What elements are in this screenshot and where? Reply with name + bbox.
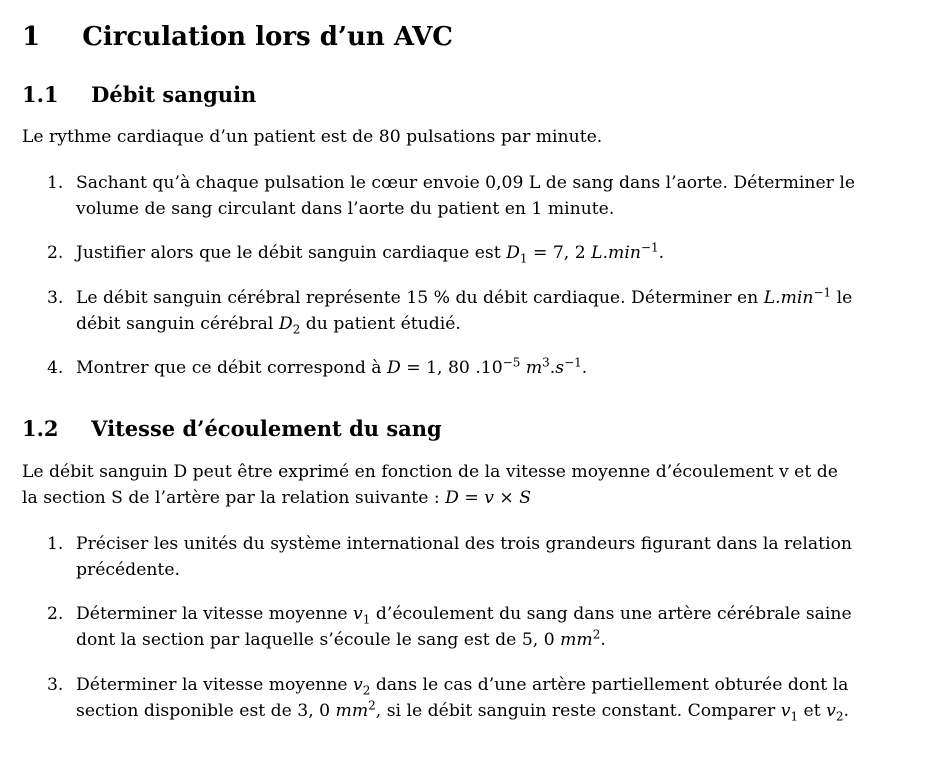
list-number: 1. [47,173,64,193]
list-item-text: d’écoulement du sang dans une artère cérébrale saine [375,604,852,624]
math-expression: $v_1$ et $v_2$. [780,701,849,724]
list-item-line [76,355,587,381]
subsection-number: 1.2 [22,416,59,441]
math-expression: $v_1$ [353,604,371,627]
intro-text: la section S de l’artère par la relation suivante : [22,488,440,508]
list-number: 4. [47,358,64,378]
list-item-text: Déterminer la vitesse moyenne [76,675,348,695]
math-expression: $v_2$ [353,675,371,698]
list-item-text: Montrer que ce débit correspond à [76,358,382,378]
list-number: 2. [47,243,64,263]
list-item-text: Le débit sanguin cérébral représente 15 % du débit cardiaque. Déterminer en [76,288,759,308]
math-expression: $D_1 = 7$, 2 $L.\min^{-1}$. [506,240,665,266]
list-number: 2. [47,604,64,624]
list-item-line [76,672,848,698]
list-item-text: section disponible est de [76,701,292,721]
list-item-text: si le débit sanguin reste constant. Comparer [386,701,776,721]
section-heading [22,22,453,52]
list-item-line [76,627,606,653]
list-item-line: précédente. [76,560,180,580]
intro-paragraph-line [22,485,531,511]
list-item-text: dans le cas d’une artère partiellement obturée dont la [375,675,849,695]
list-item-text: le [836,288,853,308]
subsection-title: Débit sanguin [91,82,257,107]
intro-paragraph: Le débit sanguin D peut être exprimé en fonction de la vitesse moyenne d’écoulement v et de [22,462,838,482]
subsection-heading-2 [22,416,442,441]
list-item-text: dont la section par laquelle s’écoule le sang est de [76,630,517,650]
math-expression: $D_2$ [278,314,301,337]
list-item-line: volume de sang circulant dans l’aorte du patient en 1 minute. [76,199,615,219]
list-item-text: Justifier alors que le débit sanguin cardiaque est [76,243,501,263]
list-item-line: Sachant qu’à chaque pulsation le cœur envoie 0,09 L de sang dans l’aorte. Déterminer le [76,173,856,193]
math-expression: 5, 0 $mm^2$. [521,627,606,650]
list-item-line [76,285,852,311]
list-item-line [76,601,852,627]
subsection-number: 1.1 [22,82,59,107]
list-number: 3. [47,288,64,308]
list-item-text: du patient étudié. [305,314,461,334]
section-number: 1 [22,22,41,52]
list-item-line [76,698,849,724]
list-item-line: Préciser les unités du système international des trois grandeurs figurant dans la relation [76,534,852,554]
list-item-text: Déterminer la vitesse moyenne [76,604,348,624]
math-expression: $L.\min^{-1}$ [763,285,832,308]
math-expression: D = v × S [445,488,532,508]
subsection-heading-1 [22,82,256,107]
math-expression: 3, 0 $mm^2$, [297,698,382,721]
list-item-line [76,311,461,337]
list-number: 1. [47,534,64,554]
list-item-line [76,240,664,266]
section-title: Circulation lors d’un AVC [82,22,453,52]
list-item-text: débit sanguin cérébral [76,314,274,334]
math-expression: D = 1, 80 $.10^{-5}$ $m^3.s^{-1}$. [387,355,588,378]
list-number: 3. [47,675,64,695]
subsection-title: Vitesse d’écoulement du sang [91,416,442,441]
intro-paragraph: Le rythme cardiaque d’un patient est de 80 pulsations par minute. [22,127,603,147]
